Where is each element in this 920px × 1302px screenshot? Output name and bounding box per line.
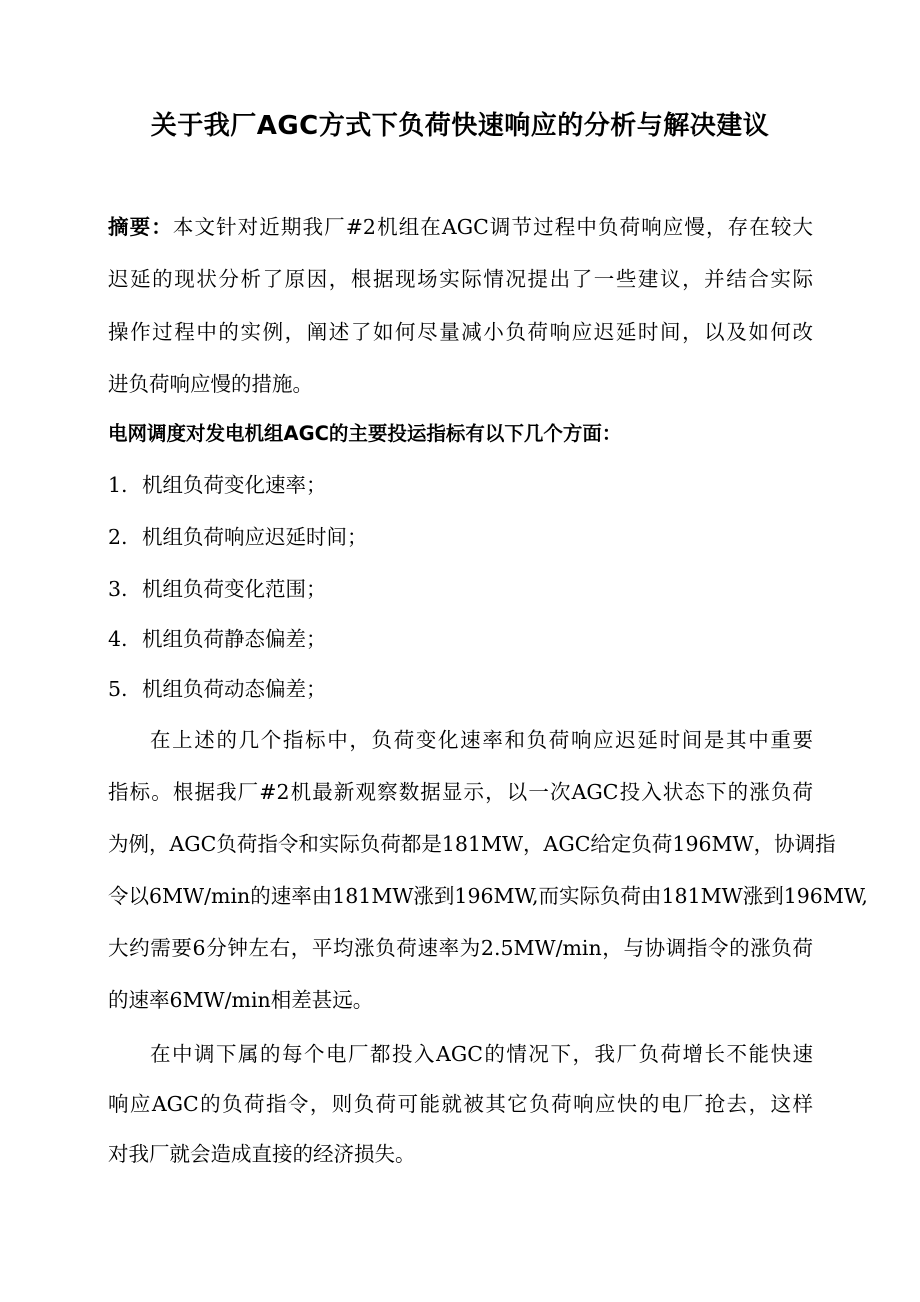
- paragraph2-line-2: 响应AGC的负荷指令，则负荷可能就被其它负荷响应快的电厂抢去，这样: [108, 1092, 813, 1116]
- indicator-text: 机组负荷变化范围；: [142, 577, 327, 601]
- section-heading: 电网调度对发电机组AGC的主要投运指标有以下几个方面：: [108, 422, 622, 445]
- indicator-text: 机组负荷响应迟延时间；: [142, 525, 368, 549]
- indicator-text: 机组负荷变化速率；: [142, 473, 327, 497]
- paragraph2-line-1: 在中调下属的每个电厂都投入AGC的情况下，我厂负荷增长不能快速: [150, 1042, 813, 1066]
- paragraph1-line-1: 在上述的几个指标中，负荷变化速率和负荷响应迟延时间是其中重要: [150, 728, 813, 752]
- abstract-line-2: 迟延的现状分析了原因，根据现场实际情况提出了一些建议，并结合实际: [108, 267, 813, 291]
- indicator-number: 5.: [108, 677, 128, 701]
- paragraph1-line-3: 为例，AGC负荷指令和实际负荷都是181MW，AGC给定负荷196MW，协调指: [108, 832, 836, 856]
- paragraph2-line-3: 对我厂就会造成直接的经济损失。: [108, 1142, 416, 1166]
- indicator-number: 3.: [108, 577, 128, 601]
- paragraph1-line-5: 大约需要6分钟左右，平均涨负荷速率为2.5MW/min，与协调指令的涨负荷: [108, 936, 813, 960]
- abstract-line-3: 操作过程中的实例，阐述了如何尽量减小负荷响应迟延时间，以及如何改: [108, 320, 813, 344]
- abstract-line-4: 进负荷响应慢的措施。: [108, 372, 313, 396]
- indicator-number: 2.: [108, 525, 128, 549]
- indicator-text: 机组负荷静态偏差；: [142, 627, 327, 651]
- indicator-item-3: [108, 573, 813, 605]
- indicator-item-2: [108, 521, 813, 553]
- paragraph1-line-2: 指标。根据我厂#2机最新观察数据显示，以一次AGC投入状态下的涨负荷: [108, 780, 813, 804]
- paragraph1-line-6: 的速率6MW/min相差甚远。: [108, 988, 374, 1012]
- abstract-text: 本文针对近期我厂#2机组在AGC调节过程中负荷响应慢，存在较大: [172, 215, 813, 239]
- indicator-text: 机组负荷动态偏差；: [142, 677, 327, 701]
- paragraph1-line-4: 令以6MW/min的速率由181MW涨到196MW,而实际负荷由181MW涨到196MW,: [108, 884, 868, 908]
- abstract-label: 摘要：: [108, 215, 173, 239]
- indicator-number: 1.: [108, 473, 128, 497]
- abstract-line-1: [108, 211, 813, 243]
- indicator-number: 4.: [108, 627, 128, 651]
- indicator-item-1: [108, 469, 813, 501]
- document-title: 关于我厂AGC方式下负荷快速响应的分析与解决建议: [150, 111, 770, 141]
- indicator-item-4: [108, 623, 813, 655]
- indicator-item-5: [108, 673, 813, 705]
